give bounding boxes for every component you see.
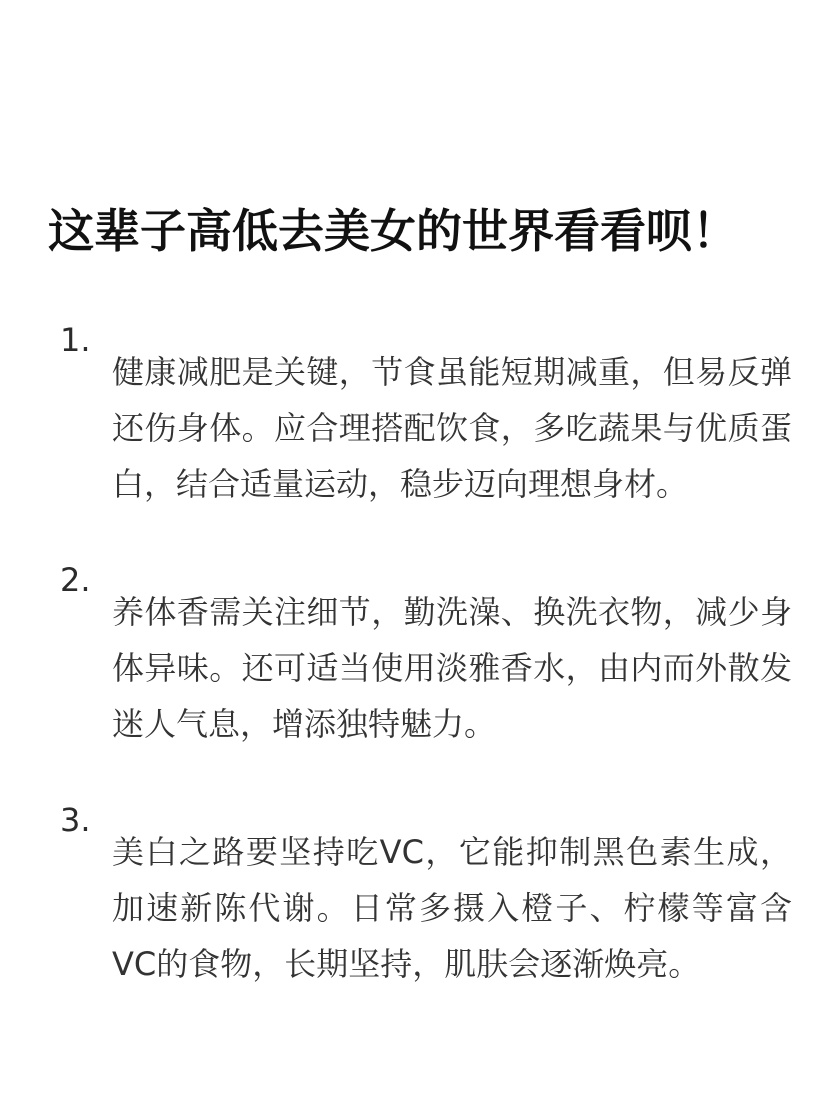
tip-text-1: 健康减肥是关键，节食虽能短期减重，但易反弹还伤身体。应合理搭配饮食，多吃蔬果与优质蛋白，结合适量运动，稳步迈向理想身材。 <box>112 353 792 503</box>
tip-number-1: 1. <box>60 321 91 359</box>
tip-number-2: 2. <box>60 561 91 599</box>
article-title: 这辈子高低去美女的世界看看呗！ <box>48 204 738 258</box>
tip-text-3: 美白之路要坚持吃VC，它能抑制黑色素生成，加速新陈代谢。日常多摄入橙子、柠檬等富含VC的食物，长期坚持，肌肤会逐渐焕亮。 <box>112 833 792 983</box>
tip-text-2: 养体香需关注细节，勤洗澡、换洗衣物，减少身体异味。还可适当使用淡雅香水，由内而外散发迷人气息，增添独特魅力。 <box>112 593 792 743</box>
tip-number-3: 3. <box>60 801 91 839</box>
